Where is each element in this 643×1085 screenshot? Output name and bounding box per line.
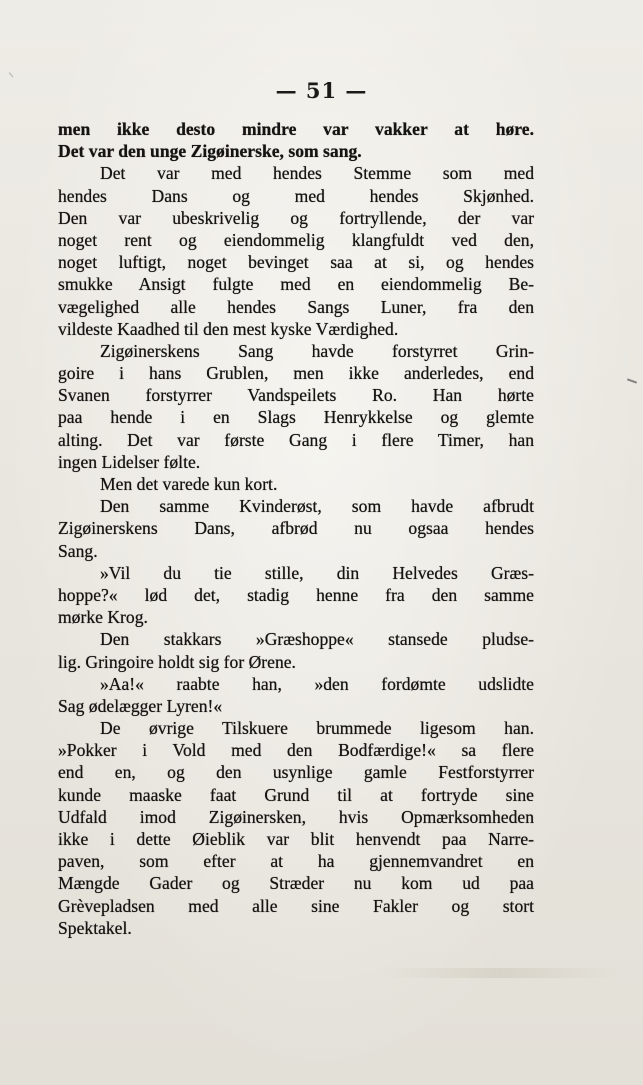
text-line: Zigøinerskens Sang havde forstyrret Grin-	[100, 340, 534, 361]
text-line: Svanen forstyrrer Vandspeilets Ro. Han hørte	[58, 385, 534, 406]
text-line: Udfald imod Zigøinersken, hvis Opmærksomheden	[58, 806, 534, 827]
text-line: Sag ødelægger Lyren!«	[58, 695, 223, 716]
body-text	[58, 118, 534, 939]
text-line: end en, og den usynlige gamle Festforstyrrer	[58, 762, 534, 783]
text-line: »Vil du tie stille, din Helvedes Græs-	[100, 562, 534, 583]
text-line: hendes Dans og med hendes Skjønhed.	[58, 185, 534, 206]
text-line: mørke Krog.	[58, 607, 148, 628]
text-line: Sang.	[58, 540, 98, 561]
text-line: Mængde Gader og Stræder nu kom ud paa	[58, 873, 534, 894]
text-line: noget luftigt, noget bevinget saa at si, og hendes	[58, 252, 534, 273]
text-line: Men det varede kun kort.	[100, 474, 278, 494]
text-line: Spektakel.	[58, 917, 132, 938]
text-line: kunde maaske faat Grund til at fortryde sine	[58, 784, 534, 805]
text-line: paa hende i en Slags Henrykkelse og glemte	[58, 407, 534, 428]
margin-mark	[627, 378, 637, 383]
text-line: goire i hans Grublen, men ikke anderledes, end	[58, 363, 534, 384]
text-line: ikke i dette Øieblik var blit henvendt paa Narre-	[58, 829, 534, 849]
text-line: Den var ubeskrivelig og fortryllende, der var	[58, 207, 534, 228]
margin-mark	[9, 68, 18, 77]
ink-bleed	[380, 968, 620, 978]
text-line: De øvrige Tilskuere brummede ligesom han.	[100, 718, 534, 739]
text-line: Den samme Kvinderøst, som havde afbrudt	[100, 496, 534, 517]
text-line: ingen Lidelser følte.	[58, 451, 201, 472]
text-line: alting. Det var første Gang i flere Timer, han	[58, 429, 534, 450]
text-line: smukke Ansigt fulgte med en eiendommelig Be-	[58, 274, 534, 295]
text-line: hoppe?« lød det, stadig henne fra den samme	[58, 584, 534, 605]
text-line: noget rent og eiendommelig klangfuldt ved den,	[58, 229, 534, 250]
text-line: Zigøinerskens Dans, afbrød nu ogsaa hendes	[58, 518, 534, 539]
text-line: »Pokker i Vold med den Bodfærdige!« sa flere	[58, 740, 534, 761]
text-line: lig. Gringoire holdt sig for Ørene.	[58, 651, 296, 672]
text-line: Det var den unge Zigøinerske, som sang.	[58, 141, 362, 162]
page-number: — 51 —	[275, 78, 368, 103]
text-line: vildeste Kaadhed til den mest kyske Værdighed.	[58, 318, 399, 339]
text-line: vægelighed alle hendes Sangs Luner, fra den	[58, 296, 534, 317]
text-line: men ikke desto mindre var vakker at høre.	[58, 119, 534, 139]
text-line: »Aa!« raabte han, »den fordømte udslidte	[100, 673, 534, 694]
text-line: Grèvepladsen med alle sine Fakler og stort	[58, 895, 534, 916]
text-line: Den stakkars »Græshoppe« stansede pludse-	[100, 629, 534, 650]
text-line: Det var med hendes Stemme som med	[100, 163, 534, 184]
text-line: paven, som efter at ha gjennemvandret en	[58, 851, 534, 872]
